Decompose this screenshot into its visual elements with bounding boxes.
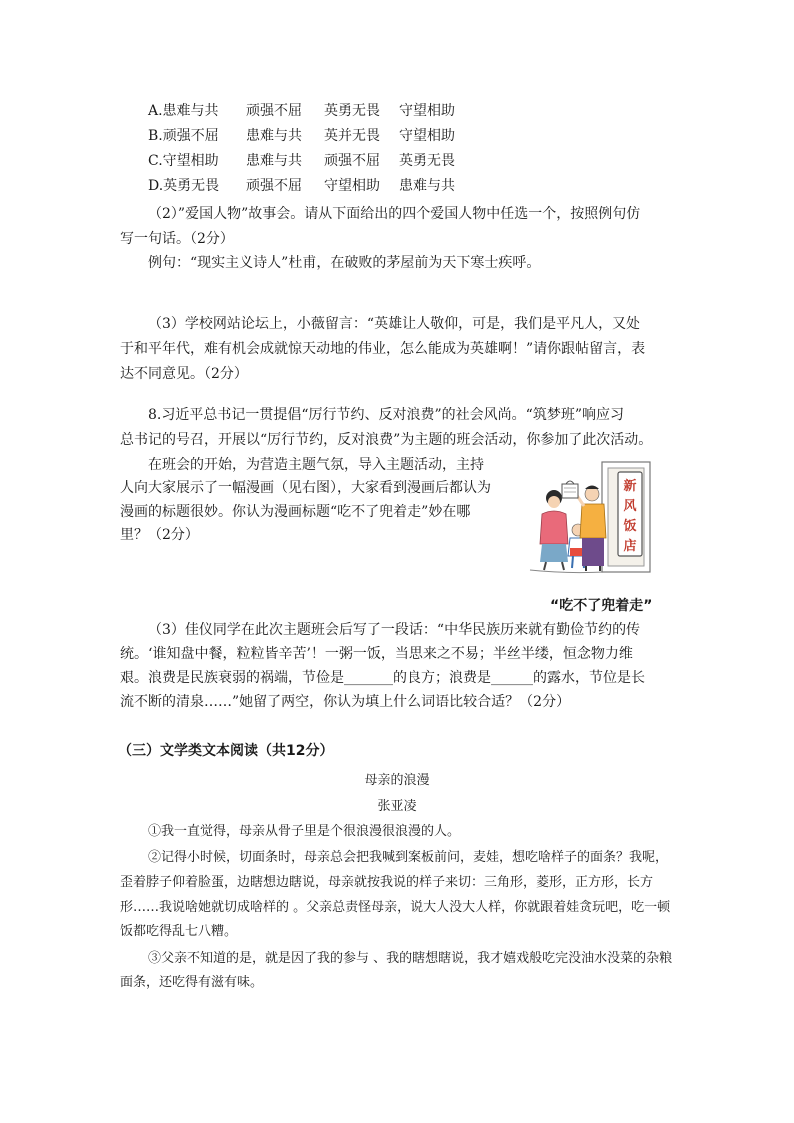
q3b-line-1: （3）佳仪同学在此次主题班会后写了一段话：“中华民族历来就有勤俭节约的传 [148, 622, 641, 638]
section-heading: （三）文学类文本阅读（共12分） [118, 743, 334, 759]
q8-line-2: 总书记的号召，开展以“厉行节约，反对浪费”为主题的班会活动，你参加了此次活动。 [120, 432, 653, 448]
svg-text:店: 店 [623, 539, 637, 554]
cartoon-illustration [526, 458, 654, 578]
article-para-2-line-2: 歪着脖子仰着脸蛋，边瞎想边瞎说，母亲就按我说的样子来切：三角形，菱形，正方形，长方 [120, 875, 654, 890]
article-para-2-line-3: 形……我说啥她就切成啥样的 。父亲总责怪母亲，说大人没大人样，你就跟着娃贪玩吧，吃一顿 [120, 900, 671, 915]
svg-text:风: 风 [623, 499, 637, 514]
option-c: C.守望相助 患难与共 顽强不屈 英勇无畏 [148, 153, 455, 169]
q8-sub-line-3: 漫画的标题很妙。你认为漫画标题“吃不了兜着走”妙在哪 [120, 504, 471, 520]
q2-line-2: 写一句话。（2分） [120, 231, 234, 247]
option-b: B.顽强不屈 患难与共 英并无畏 守望相助 [148, 128, 455, 144]
article-para-2-line-1: ②记得小时候，切面条时，母亲总会把我喊到案板前问，麦娃，想吃啥样子的面条？我呢， [148, 850, 669, 865]
svg-text:饭: 饭 [623, 519, 637, 534]
q8-sub-line-2: 人向大家展示了一幅漫画（见右图），大家看到漫画后都认为 [120, 480, 491, 496]
q8-line-1: 8.习近平总书记一贯提倡“厉行节约、反对浪费”的社会风尚。“筑梦班”响应习 [148, 407, 624, 423]
q3b-line-2: 统。‘谁知盘中餐，粒粒皆辛苦’！一粥一饭，当思来之不易；半丝半缕，恒念物力维 [120, 646, 633, 662]
q3a-line-2: 于和平年代，难有机会成就惊天动地的伟业，怎么能成为英雄啊！”请你跟帖留言，表 [120, 341, 646, 357]
article-title: 母亲的浪漫 [364, 773, 430, 788]
q3b-line-4: 流不断的清泉……”她留了两空，你认为填上什么词语比较合适？（2分） [120, 694, 571, 710]
option-d: D.英勇无畏 顽强不屈 守望相助 患难与共 [148, 178, 455, 194]
q8-sub-line-1: 在班会的开始，为营造主题气氛，导入主题活动，主持 [148, 457, 484, 473]
option-a: A.患难与共 顽强不屈 英勇无畏 守望相助 [148, 103, 455, 119]
q3a-line-1: （3）学校网站论坛上，小薇留言：“英雄让人敬仰，可是，我们是平凡人，又处 [148, 316, 641, 332]
cartoon-caption: “吃不了兜着走” [550, 598, 653, 614]
article-author: 张亚凌 [377, 799, 417, 814]
svg-text:新: 新 [623, 479, 637, 494]
q3a-line-3: 达不同意见。（2分） [120, 366, 248, 382]
article-para-3-line-2: 面条，还吃得有滋有味。 [120, 975, 264, 990]
article-para-1: ①我一直觉得，母亲从骨子里是个很浪漫很浪漫的人。 [148, 824, 461, 839]
q2-example: 例句：“现实主义诗人”杜甫，在破败的茅屋前为天下寒士疾呼。 [148, 255, 541, 271]
article-para-2-line-4: 饭都吃得乱七八糟。 [120, 924, 238, 939]
q8-sub-line-4: 里？（2分） [120, 527, 199, 543]
q2-line-1: （2）”爱国人物”故事会。请从下面给出的四个爱国人物中任选一个，按照例句仿 [148, 206, 641, 222]
article-para-3-line-1: ③父亲不知道的是，就是因了我的参与 、我的瞎想瞎说，我才嬉戏般吃完没油水没菜的杂粮 [148, 951, 673, 966]
q3b-line-3: 艰。浪费是民族衰弱的祸端，节俭是_______的良方；浪费是______的露水，节位是长 [120, 670, 645, 686]
